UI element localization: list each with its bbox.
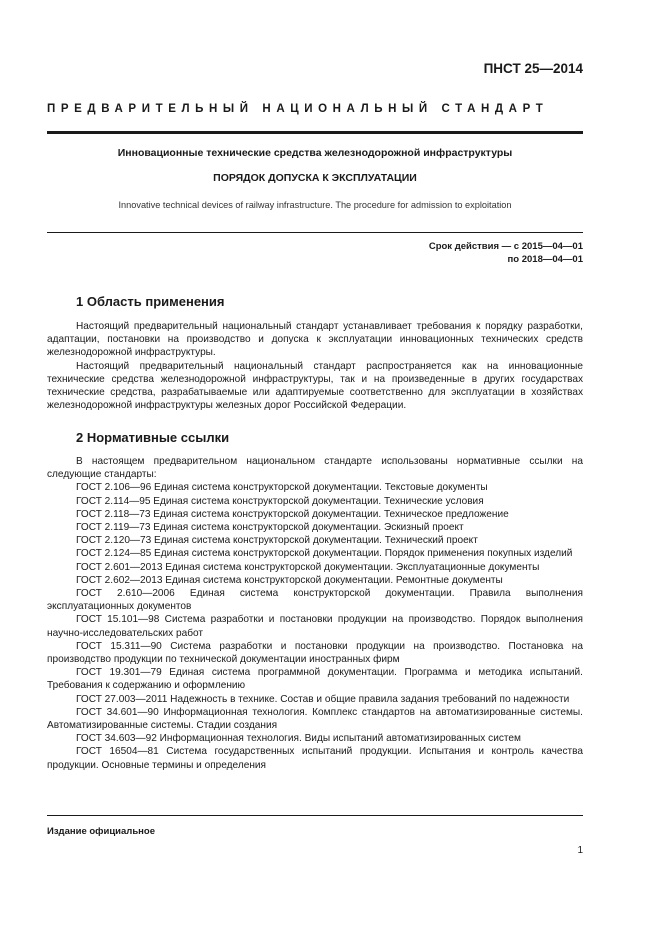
reference-item: ГОСТ 16504—81 Система государственных испытаний продукции. Испытания и контроль качества продукции. Основные термины и определения [47, 746, 583, 771]
footer-divider [47, 815, 583, 816]
paragraph: Настоящий предварительный национальный стандарт устанавливает требования к порядку разработки, адаптации, постановки на производство и допуска к эксплуатации инновационных технических средств железнодорожной инфраструктуры. [47, 321, 583, 359]
reference-item: ГОСТ 27.003—2011 Надежность в технике. Состав и общие правила задания требований по надежности [76, 693, 570, 705]
title-sub: ПОРЯДОК ДОПУСКА К ЭКСПЛУАТАЦИИ [213, 172, 417, 184]
reference-item: ГОСТ 2.120—73 Единая система конструкторской документации. Технический проект [76, 535, 478, 547]
section-1-heading: 1 Область применения [76, 294, 225, 309]
validity-period [429, 240, 583, 266]
document-number: ПНСТ 25—2014 [483, 61, 583, 76]
section-2-heading: 2 Нормативные ссылки [76, 430, 230, 445]
validity-from: Срок действия — с 2015—04—01 [428, 241, 583, 252]
document-kind: ПРЕДВАРИТЕЛЬНЫЙ НАЦИОНАЛЬНЫЙ СТАНДАРТ [47, 103, 549, 115]
reference-item: ГОСТ 2.124—85 Единая система конструкторской документации. Порядок применения покупных изделий [76, 548, 573, 560]
page-number: 1 [577, 845, 583, 856]
paragraph: В настоящем предварительном национальном стандарте использованы нормативные ссылки на следующие стандарты: [47, 456, 583, 481]
section-2-body [47, 455, 583, 772]
reference-item: ГОСТ 34.603—92 Информационная технология. Виды испытаний автоматизированных систем [76, 733, 521, 745]
reference-item: ГОСТ 15.311—90 Система разработки и постановки продукции на производство. Постановка на производство продукции по технической документации иностранных фирм [47, 640, 583, 666]
reference-item: ГОСТ 34.601—90 Информационная технология. Комплекс стандартов на автоматизированные системы. Автоматизированные системы. Стадии создания [47, 706, 583, 732]
edition-label: Издание официальное [47, 826, 155, 837]
validity-to: по 2018—04—01 [507, 254, 583, 265]
title-main: Инновационные технические средства железнодорожной инфраструктуры [117, 147, 513, 159]
reference-item: ГОСТ 2.114—95 Единая система конструкторской документации. Технические условия [76, 495, 484, 507]
reference-item: ГОСТ 2.602—2013 Единая система конструкторской документации. Ремонтные документы [76, 574, 503, 586]
reference-item: ГОСТ 2.601—2013 Единая система конструкторской документации. Эксплуатационные документы [76, 561, 540, 573]
reference-item: ГОСТ 2.106—96 Единая система конструкторской документации. Текстовые документы [76, 482, 488, 494]
title-divider [47, 232, 583, 233]
reference-item: ГОСТ 2.119—73 Единая система конструкторской документации. Эскизный проект [76, 522, 464, 534]
reference-item: ГОСТ 19.301—79 Единая система программной документации. Программа и методика испытаний. Требования к содержанию и оформлению [47, 667, 583, 692]
header-divider [47, 131, 583, 134]
reference-item: ГОСТ 15.101—98 Система разработки и постановки продукции на производство. Порядок выполнения научно-исследовательских работ [47, 614, 583, 639]
section-1-body [47, 320, 583, 412]
reference-item: ГОСТ 2.610—2006 Единая система конструкторской документации. Правила выполнения эксплуатационных документов [47, 588, 583, 613]
title-english: Innovative technical devices of railway infrastructure. The procedure for admission to exploitation [118, 200, 512, 210]
paragraph: Настоящий предварительный национальный стандарт распространяется как на инновационные технические средства железнодорожной инфраструктуры, так и на произведенные в других государствах технические средства, разрабатываемые или адаптируемые соответственно для эксплуатации в хозяйствах железнодорожной инфраструктуры железных дорог Российской Федерации. [47, 360, 583, 412]
reference-item: ГОСТ 2.118—73 Единая система конструкторской документации. Техническое предложение [76, 508, 509, 520]
